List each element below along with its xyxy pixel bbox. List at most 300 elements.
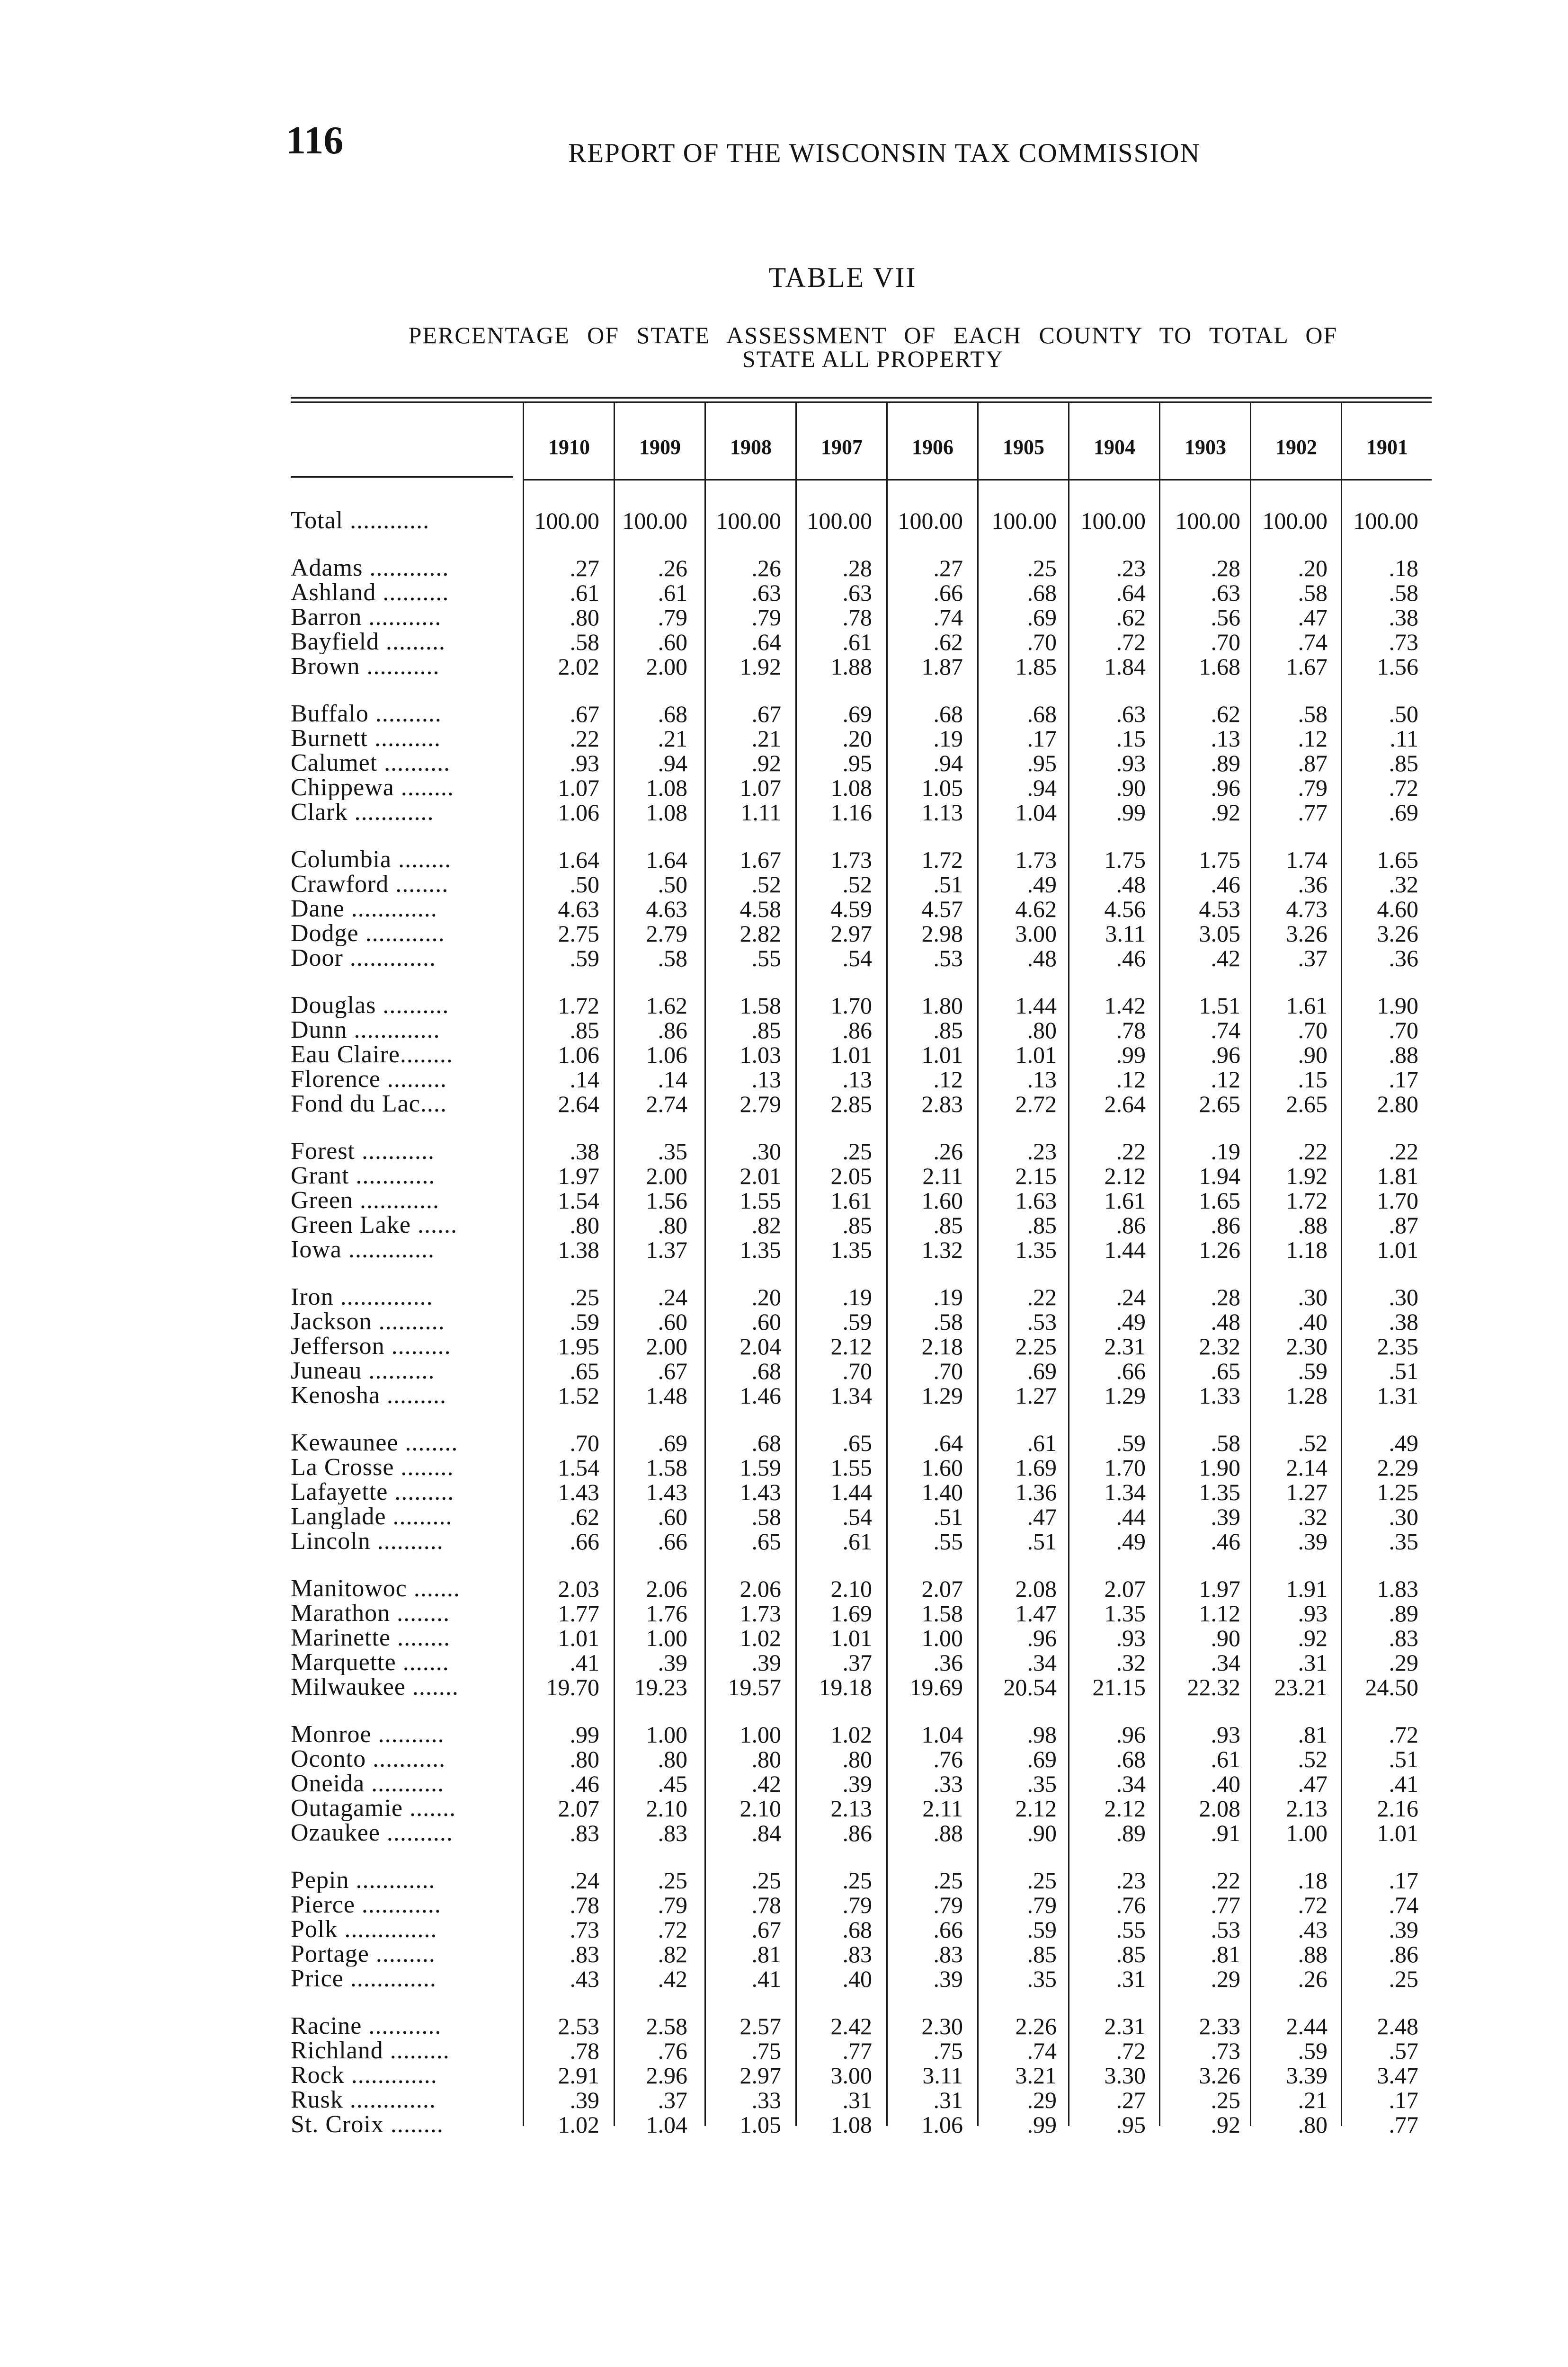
- table-cell: .55: [1116, 1916, 1146, 1943]
- table-cell: .36: [933, 1649, 963, 1676]
- table-cell: .28: [842, 555, 872, 581]
- table-cell: .83: [570, 1820, 599, 1846]
- table-cell: .23: [1027, 1138, 1057, 1165]
- table-cell: .27: [1116, 2087, 1146, 2113]
- table-cell: .86: [842, 1820, 872, 1846]
- table-cell: 1.56: [1377, 653, 1418, 680]
- table-cell: 3.11: [922, 2062, 963, 2089]
- table-cell: 2.10: [646, 1795, 687, 1822]
- table-cell: .87: [1389, 1212, 1418, 1238]
- table-cell: .69: [1027, 604, 1057, 631]
- table-cell: .59: [842, 1308, 872, 1335]
- table-cell: .25: [1027, 555, 1057, 581]
- table-cell: .77: [1211, 1892, 1240, 1918]
- table-cell: .13: [842, 1066, 872, 1093]
- table-cell: .79: [1027, 1892, 1057, 1918]
- table-cell: .99: [1027, 2111, 1057, 2138]
- table-cell: .96: [1116, 1721, 1146, 1748]
- table-cell: 1.80: [921, 992, 963, 1019]
- table-cell: 1.61: [1104, 1187, 1146, 1214]
- table-cell: 1.07: [558, 774, 599, 801]
- county-label: Dane .............: [291, 897, 437, 921]
- table-cell: .67: [658, 1358, 687, 1384]
- table-cell: 1.64: [646, 846, 687, 873]
- county-label: St. Croix ........: [291, 2112, 444, 2137]
- table-cell: .88: [1298, 1212, 1327, 1238]
- table-cell: 1.73: [830, 846, 872, 873]
- table-cell: 19.70: [546, 1674, 599, 1700]
- table-cell: 1.05: [739, 2111, 781, 2138]
- table-cell: 1.08: [646, 799, 687, 826]
- table-cell: .65: [1211, 1358, 1240, 1384]
- table-cell: .83: [658, 1820, 687, 1846]
- table-cell: 2.08: [1199, 1795, 1240, 1822]
- table-cell: .63: [751, 579, 781, 606]
- table-cell: .43: [1298, 1916, 1327, 1943]
- table-cell: .48: [1027, 945, 1057, 971]
- table-cell: .86: [1116, 1212, 1146, 1238]
- table-cell: .37: [658, 2087, 687, 2113]
- table-cell: .98: [1027, 1721, 1057, 1748]
- table-cell: .19: [933, 1284, 963, 1310]
- table-cell: .18: [1298, 1867, 1327, 1894]
- table-cell: .32: [1116, 1649, 1146, 1676]
- table-cell: .21: [658, 725, 687, 752]
- table-cell: .93: [1116, 1625, 1146, 1651]
- table-cell: .21: [751, 725, 781, 752]
- county-label: Lincoln ..........: [291, 1529, 444, 1554]
- table-cell: .23: [1116, 555, 1146, 581]
- county-label: Barron ...........: [291, 605, 442, 630]
- table-cell: .61: [842, 1528, 872, 1555]
- table-cell: .65: [751, 1528, 781, 1555]
- table-cell: .74: [1211, 1017, 1240, 1043]
- table-cell: .41: [1389, 1771, 1418, 1797]
- table-cell: 1.03: [739, 1041, 781, 1068]
- table-cell: 1.58: [739, 992, 781, 1019]
- table-cell: .96: [1027, 1625, 1057, 1651]
- table-cell: .24: [1116, 1284, 1146, 1310]
- year-header: 1906: [912, 436, 953, 459]
- table-cell: 1.06: [646, 1041, 687, 1068]
- table-cell: .19: [1211, 1138, 1240, 1165]
- table-cell: .67: [570, 701, 599, 727]
- county-label: Forest ...........: [291, 1139, 435, 1164]
- table-cell: .70: [1298, 1017, 1327, 1043]
- table-cell: .79: [658, 1892, 687, 1918]
- table-cell: 100.00: [1262, 507, 1327, 534]
- county-label: Pepin ............: [291, 1868, 436, 1893]
- table-cell: 2.79: [739, 1091, 781, 1117]
- table-cell: .64: [933, 1430, 963, 1456]
- table-cell: 2.30: [921, 2013, 963, 2039]
- table-cell: 1.06: [921, 2111, 963, 2138]
- table-cell: 1.00: [646, 1625, 687, 1651]
- table-cell: .66: [933, 579, 963, 606]
- table-cell: .68: [658, 701, 687, 727]
- table-cell: .72: [658, 1916, 687, 1943]
- table-cell: 1.61: [830, 1187, 872, 1214]
- table-cell: 2.01: [739, 1163, 781, 1189]
- table-cell: .82: [658, 1941, 687, 1967]
- table-cell: .85: [1027, 1212, 1057, 1238]
- table-cell: 3.26: [1377, 920, 1418, 947]
- table-cell: .68: [1027, 701, 1057, 727]
- table-cell: .89: [1211, 750, 1240, 776]
- year-header: 1904: [1094, 436, 1135, 459]
- table-cell: 1.33: [1199, 1382, 1240, 1409]
- table-cell: .69: [1027, 1746, 1057, 1772]
- table-cell: .35: [658, 1138, 687, 1165]
- table-cell: .50: [570, 871, 599, 898]
- table-cell: .58: [1298, 701, 1327, 727]
- table-cell: 2.07: [921, 1575, 963, 1602]
- table-cell: .53: [1027, 1308, 1057, 1335]
- table-cell: .58: [1211, 1430, 1240, 1456]
- year-header: 1907: [821, 436, 863, 459]
- table-cell: 2.97: [739, 2062, 781, 2089]
- table-cell: .65: [570, 1358, 599, 1384]
- table-cell: .55: [933, 1528, 963, 1555]
- table-cell: .57: [1389, 2038, 1418, 2064]
- table-cell: .66: [570, 1528, 599, 1555]
- table-cell: .67: [751, 701, 781, 727]
- table-cell: .30: [751, 1138, 781, 1165]
- table-cell: 1.02: [830, 1721, 872, 1748]
- table-cell: .64: [1116, 579, 1146, 606]
- table-cell: .67: [751, 1916, 781, 1943]
- table-cell: .36: [1389, 945, 1418, 971]
- table-cell: .58: [658, 945, 687, 971]
- table-cell: .61: [1027, 1430, 1057, 1456]
- table-cell: 1.43: [558, 1479, 599, 1505]
- table-cell: .72: [1116, 2038, 1146, 2064]
- table-cell: 1.59: [739, 1454, 781, 1481]
- table-cell: .29: [1389, 1649, 1418, 1676]
- table-cell: 1.58: [646, 1454, 687, 1481]
- year-header: 1905: [1003, 436, 1044, 459]
- table-cell: 2.32: [1199, 1333, 1240, 1360]
- table-cell: .30: [1389, 1284, 1418, 1310]
- table-cell: 3.30: [1104, 2062, 1146, 2089]
- table-cell: .68: [933, 701, 963, 727]
- table-cell: 1.73: [1015, 846, 1057, 873]
- table-cell: .68: [1116, 1746, 1146, 1772]
- table-cell: 2.11: [922, 1795, 963, 1822]
- table-cell: 1.08: [646, 774, 687, 801]
- table-cell: .32: [1389, 871, 1418, 898]
- table-cell: .31: [933, 2087, 963, 2113]
- table-cell: .61: [1211, 1746, 1240, 1772]
- table-cell: .85: [751, 1017, 781, 1043]
- county-label: Racine ...........: [291, 2014, 442, 2038]
- table-cell: .81: [1298, 1721, 1327, 1748]
- county-label: Iron ..............: [291, 1285, 433, 1309]
- table-cell: .99: [1116, 799, 1146, 826]
- table-cell: 1.38: [558, 1237, 599, 1263]
- table-cell: 1.02: [739, 1625, 781, 1651]
- table-cell: 1.73: [739, 1600, 781, 1627]
- table-cell: .87: [1298, 750, 1327, 776]
- table-cell: .89: [1389, 1600, 1418, 1627]
- table-cell: 1.74: [1286, 846, 1327, 873]
- county-label: Brown ...........: [291, 654, 440, 679]
- table-cell: 2.91: [558, 2062, 599, 2089]
- table-cell: .89: [1116, 1820, 1146, 1846]
- table-cell: .63: [842, 579, 872, 606]
- table-cell: 1.95: [558, 1333, 599, 1360]
- table-cell: 4.63: [646, 896, 687, 922]
- table-cell: .95: [1116, 2111, 1146, 2138]
- table-cell: 1.42: [1104, 992, 1146, 1019]
- county-label: Florence .........: [291, 1067, 447, 1092]
- county-label: Douglas ..........: [291, 993, 449, 1018]
- table-cell: 1.00: [739, 1721, 781, 1748]
- table-cell: 4.59: [830, 896, 872, 922]
- table-cell: .68: [751, 1358, 781, 1384]
- table-cell: .46: [1211, 1528, 1240, 1555]
- table-cell: 3.39: [1286, 2062, 1327, 2089]
- table-cell: .72: [1389, 774, 1418, 801]
- table-cell: 1.32: [921, 1237, 963, 1263]
- table-cell: .32: [1298, 1504, 1327, 1530]
- table-cell: .80: [658, 1746, 687, 1772]
- table-cell: .51: [933, 871, 963, 898]
- table-cell: 1.26: [1199, 1237, 1240, 1263]
- table-cell: 2.97: [830, 920, 872, 947]
- table-cell: .70: [570, 1430, 599, 1456]
- table-cell: 2.16: [1377, 1795, 1418, 1822]
- county-label: Ozaukee ..........: [291, 1821, 453, 1845]
- table-cell: .31: [1116, 1966, 1146, 1992]
- table-cell: 1.90: [1199, 1454, 1240, 1481]
- table-cell: .39: [842, 1771, 872, 1797]
- table-cell: 2.02: [558, 653, 599, 680]
- table-cell: .30: [1298, 1284, 1327, 1310]
- table-cell: .46: [1211, 871, 1240, 898]
- table-cell: 22.32: [1187, 1674, 1240, 1700]
- table-cell: 1.48: [646, 1382, 687, 1409]
- table-cell: 1.01: [1377, 1237, 1418, 1263]
- table-cell: 4.58: [739, 896, 781, 922]
- table-cell: 1.06: [558, 1041, 599, 1068]
- table-cell: 1.05: [921, 774, 963, 801]
- table-cell: 2.00: [646, 1163, 687, 1189]
- table-cell: 2.57: [739, 2013, 781, 2039]
- table-cell: 3.00: [830, 2062, 872, 2089]
- table-cell: .51: [1389, 1746, 1418, 1772]
- table-cell: .20: [842, 725, 872, 752]
- table-cell: .12: [1211, 1066, 1240, 1093]
- table-cell: 1.06: [558, 799, 599, 826]
- table-cell: .17: [1389, 1867, 1418, 1894]
- table-cell: 1.25: [1377, 1479, 1418, 1505]
- county-label: Juneau ..........: [291, 1359, 435, 1383]
- table-cell: 2.25: [1015, 1333, 1057, 1360]
- table-cell: .88: [1389, 1041, 1418, 1068]
- table-cell: .35: [1027, 1771, 1057, 1797]
- table-cell: .17: [1027, 725, 1057, 752]
- table-cell: 4.56: [1104, 896, 1146, 922]
- table-cell: .21: [1298, 2087, 1327, 2113]
- table-cell: .52: [751, 871, 781, 898]
- table-cell: 1.07: [739, 774, 781, 801]
- table-cell: .68: [842, 1916, 872, 1943]
- top-rule: [291, 397, 1432, 399]
- table-cell: 1.18: [1286, 1237, 1327, 1263]
- county-label: Iowa .............: [291, 1237, 435, 1262]
- table-cell: 1.51: [1199, 992, 1240, 1019]
- table-cell: .92: [1298, 1625, 1327, 1651]
- county-label: Adams ............: [291, 556, 449, 580]
- table-cell: .26: [751, 555, 781, 581]
- year-header: 1908: [730, 436, 772, 459]
- table-cell: 2.07: [1104, 1575, 1146, 1602]
- table-cell: .25: [1211, 2087, 1240, 2113]
- table-cell: 1.70: [830, 992, 872, 1019]
- table-cell: .88: [1298, 1941, 1327, 1967]
- table-cell: 4.60: [1377, 896, 1418, 922]
- table-cell: .35: [1027, 1966, 1057, 1992]
- table-cell: .51: [1027, 1528, 1057, 1555]
- table-cell: .73: [1211, 2038, 1240, 2064]
- table-cell: 100.00: [898, 507, 963, 534]
- table-cell: .17: [1389, 1066, 1418, 1093]
- table-cell: .39: [1211, 1504, 1240, 1530]
- table-cell: 1.34: [830, 1382, 872, 1409]
- table-cell: 1.63: [1015, 1187, 1057, 1214]
- table-cell: 2.05: [830, 1163, 872, 1189]
- table-cell: .66: [1116, 1358, 1146, 1384]
- table-cell: 2.00: [646, 1333, 687, 1360]
- table-cell: .86: [842, 1017, 872, 1043]
- table-cell: 2.98: [921, 920, 963, 947]
- table-cell: .28: [1211, 555, 1240, 581]
- table-cell: .69: [658, 1430, 687, 1456]
- county-label: Kenosha .........: [291, 1383, 446, 1408]
- table-cell: .47: [1027, 1504, 1057, 1530]
- table-cell: .56: [1211, 604, 1240, 631]
- table-cell: .29: [1211, 1966, 1240, 1992]
- table-cell: .65: [842, 1430, 872, 1456]
- table-cell: .15: [1116, 725, 1146, 752]
- table-cell: .58: [1298, 579, 1327, 606]
- table-cell: 1.01: [1377, 1820, 1418, 1846]
- table-cell: .58: [751, 1504, 781, 1530]
- table-cell: 2.75: [558, 920, 599, 947]
- county-label: Marathon ........: [291, 1601, 450, 1626]
- table-cell: 1.67: [739, 846, 781, 873]
- table-cell: .55: [751, 945, 781, 971]
- table-cell: .94: [1027, 774, 1057, 801]
- table-cell: .90: [1298, 1041, 1327, 1068]
- county-label: Columbia ........: [291, 847, 452, 872]
- table-cell: 1.83: [1377, 1575, 1418, 1602]
- table-cell: .22: [1027, 1284, 1057, 1310]
- table-cell: 1.13: [921, 799, 963, 826]
- county-label: Fond du Lac....: [291, 1092, 447, 1116]
- table-cell: 1.92: [739, 653, 781, 680]
- table-cell: .47: [1298, 604, 1327, 631]
- table-cell: .93: [1211, 1721, 1240, 1748]
- table-cell: .72: [1389, 1721, 1418, 1748]
- table-cell: .92: [1211, 799, 1240, 826]
- year-header: 1901: [1366, 436, 1408, 459]
- table-cell: 1.35: [1104, 1600, 1146, 1627]
- county-label: Richland .........: [291, 2038, 450, 2063]
- table-cell: 2.74: [646, 1091, 687, 1117]
- table-cell: .35: [1389, 1528, 1418, 1555]
- table-cell: 1.75: [1199, 846, 1240, 873]
- table-cell: .27: [570, 555, 599, 581]
- table-cell: .60: [751, 1308, 781, 1335]
- table-cell: .15: [1298, 1066, 1327, 1093]
- table-cell: 2.15: [1015, 1163, 1057, 1189]
- table-cell: .79: [658, 604, 687, 631]
- table-cell: .49: [1027, 871, 1057, 898]
- table-cell: 1.35: [1199, 1479, 1240, 1505]
- table-cell: .96: [1211, 774, 1240, 801]
- table-cell: .39: [751, 1649, 781, 1676]
- table-cell: .70: [1389, 1017, 1418, 1043]
- table-cell: .92: [751, 750, 781, 776]
- table-cell: 1.44: [1015, 992, 1057, 1019]
- table-cell: .22: [1116, 1138, 1146, 1165]
- table-cell: 3.26: [1199, 2062, 1240, 2089]
- table-cell: 1.01: [830, 1625, 872, 1651]
- table-cell: .70: [842, 1358, 872, 1384]
- table-cell: .60: [658, 1308, 687, 1335]
- table-cell: .80: [1298, 2111, 1327, 2138]
- table-cell: .45: [658, 1771, 687, 1797]
- table-cell: .74: [1027, 2038, 1057, 2064]
- year-header: 1902: [1275, 436, 1317, 459]
- table-cell: 2.03: [558, 1575, 599, 1602]
- table-cell: .59: [1116, 1430, 1146, 1456]
- county-label: Clark ............: [291, 800, 434, 825]
- table-cell: 1.70: [1377, 1187, 1418, 1214]
- table-cell: .83: [1389, 1625, 1418, 1651]
- table-cell: 1.64: [558, 846, 599, 873]
- table-cell: .58: [570, 629, 599, 655]
- table-cell: 1.34: [1104, 1479, 1146, 1505]
- table-cell: .75: [933, 2038, 963, 2064]
- county-label: Buffalo ..........: [291, 702, 442, 726]
- table-cell: 2.31: [1104, 1333, 1146, 1360]
- table-cell: .28: [1211, 1284, 1240, 1310]
- table-cell: .39: [933, 1966, 963, 1992]
- table-cell: 1.97: [1199, 1575, 1240, 1602]
- table-cell: .20: [1298, 555, 1327, 581]
- county-label: Portage .........: [291, 1942, 436, 1967]
- table-cell: .85: [933, 1017, 963, 1043]
- table-cell: .51: [933, 1504, 963, 1530]
- table-cell: .38: [1389, 604, 1418, 631]
- table-cell: .58: [1389, 579, 1418, 606]
- table-cell: .79: [751, 604, 781, 631]
- table-cell: .25: [933, 1867, 963, 1894]
- county-label: Green ............: [291, 1188, 440, 1213]
- table-cell: .75: [751, 2038, 781, 2064]
- table-cell: .41: [751, 1966, 781, 1992]
- table-cell: .37: [1298, 945, 1327, 971]
- table-cell: 1.00: [921, 1625, 963, 1651]
- table-cell: .19: [933, 725, 963, 752]
- year-header: 1903: [1185, 436, 1226, 459]
- table-subtitle-line1: PERCENTAGE OF STATE ASSESSMENT OF EACH COUNTY TO TOTAL OF: [408, 322, 1338, 348]
- table-cell: .12: [1116, 1066, 1146, 1093]
- table-cell: 2.85: [830, 1091, 872, 1117]
